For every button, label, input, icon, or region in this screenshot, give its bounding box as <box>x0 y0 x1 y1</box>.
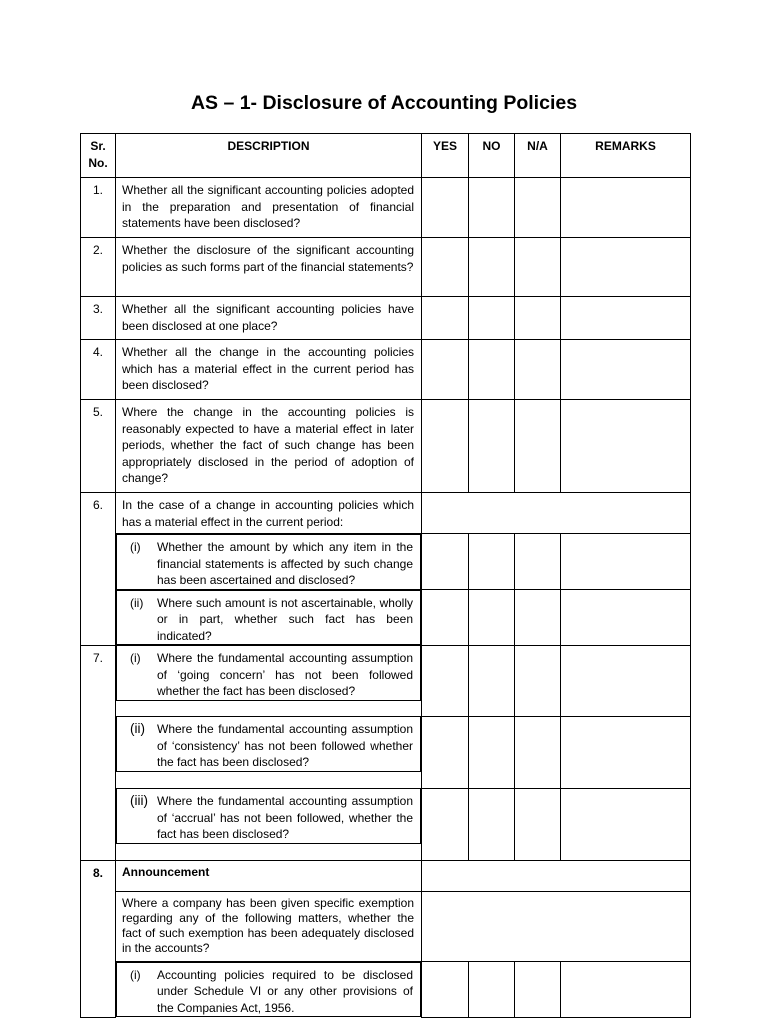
table-subrow <box>81 716 691 788</box>
subitem-text: Where the fundamental accounting assumption of ‘consistency’ has not been followed whether the fact has been disclosed? <box>157 722 413 769</box>
remarks-cell[interactable] <box>561 645 691 716</box>
row-description: Whether all the change in the accounting policies which has a material effect in the current period has been disclosed? <box>116 340 422 400</box>
section-heading: Announcement <box>116 860 422 891</box>
no-cell[interactable] <box>469 238 515 297</box>
yes-cell[interactable] <box>422 400 469 493</box>
na-cell[interactable] <box>515 788 561 860</box>
table-row <box>81 891 691 961</box>
yes-cell[interactable] <box>422 238 469 297</box>
row-description: Whether all the significant accounting policies adopted in the preparation and presentation of financial statements have been disclosed? <box>116 178 422 238</box>
no-cell[interactable] <box>469 645 515 716</box>
subitem <box>116 716 421 772</box>
remarks-cell[interactable] <box>561 340 691 400</box>
remarks-cell[interactable] <box>561 297 691 340</box>
no-cell[interactable] <box>469 178 515 238</box>
merged-blank-cell <box>422 891 691 961</box>
yes-cell[interactable] <box>422 590 469 646</box>
merged-blank-cell <box>422 860 691 891</box>
subitem-number: (i) <box>130 540 141 554</box>
na-cell[interactable] <box>515 961 561 1017</box>
subitem <box>116 788 421 844</box>
header-sr-no: Sr. No. <box>81 134 116 178</box>
yes-cell[interactable] <box>422 178 469 238</box>
remarks-cell[interactable] <box>561 788 691 860</box>
subitem-text: Where the fundamental accounting assumption of ‘going concern’ has not been followed whether the fact has been disclosed? <box>157 651 413 698</box>
merged-blank-cell <box>422 493 691 534</box>
na-cell[interactable] <box>515 645 561 716</box>
table-row <box>81 238 691 297</box>
na-cell[interactable] <box>515 178 561 238</box>
row-number: 4. <box>81 340 116 400</box>
row-description: Whether the disclosure of the significant accounting policies as such forms part of the financial statements? <box>116 238 422 297</box>
header-na: N/A <box>515 134 561 178</box>
na-cell[interactable] <box>515 590 561 646</box>
yes-cell[interactable] <box>422 716 469 788</box>
row-number: 1. <box>81 178 116 238</box>
remarks-cell[interactable] <box>561 716 691 788</box>
header-remarks: REMARKS <box>561 134 691 178</box>
yes-cell[interactable] <box>422 340 469 400</box>
subitem-number: (iii) <box>130 793 148 808</box>
no-cell[interactable] <box>469 297 515 340</box>
subitem-number: (i) <box>130 651 141 665</box>
no-cell[interactable] <box>469 400 515 493</box>
row-number: 5. <box>81 400 116 493</box>
no-cell[interactable] <box>469 961 515 1017</box>
table-subrow <box>81 534 691 590</box>
header-description: DESCRIPTION <box>116 134 422 178</box>
no-cell[interactable] <box>469 716 515 788</box>
row-number: 8. <box>81 860 116 1017</box>
table-row <box>81 860 691 891</box>
row-number: 2. <box>81 238 116 297</box>
na-cell[interactable] <box>515 716 561 788</box>
table-row <box>81 178 691 238</box>
subitem-number: (i) <box>130 967 141 982</box>
remarks-cell[interactable] <box>561 400 691 493</box>
table-subrow <box>81 590 691 646</box>
subitem-text: Where the fundamental accounting assumption of ‘accrual’ has not been followed, whether the fact has been disclosed? <box>157 794 413 841</box>
remarks-cell[interactable] <box>561 534 691 590</box>
subitem <box>116 962 421 1018</box>
remarks-cell[interactable] <box>561 590 691 646</box>
yes-cell[interactable] <box>422 297 469 340</box>
table-row <box>81 297 691 340</box>
row-number: 3. <box>81 297 116 340</box>
table-subrow <box>81 645 691 716</box>
yes-cell[interactable] <box>422 534 469 590</box>
row-description: In the case of a change in accounting policies which has a material effect in the current period: <box>116 493 422 534</box>
table-row <box>81 340 691 400</box>
na-cell[interactable] <box>515 534 561 590</box>
no-cell[interactable] <box>469 788 515 860</box>
na-cell[interactable] <box>515 297 561 340</box>
subitem <box>116 534 421 590</box>
header-row <box>81 134 691 178</box>
subitem-text: Accounting policies required to be disclosed under Schedule VI or any other provisions of the Companies Act, 1956. <box>157 967 413 1015</box>
row-description: Where the change in the accounting policies is reasonably expected to have a material effect in later periods, whether the fact of such change has been appropriately disclosed in the period of adoption of change? <box>116 400 422 493</box>
header-no: NO <box>469 134 515 178</box>
table-row <box>81 493 691 534</box>
header-yes: YES <box>422 134 469 178</box>
page-title: AS – 1- Disclosure of Accounting Policies <box>190 92 578 114</box>
na-cell[interactable] <box>515 400 561 493</box>
no-cell[interactable] <box>469 340 515 400</box>
yes-cell[interactable] <box>422 645 469 716</box>
table-subrow <box>81 961 691 1017</box>
remarks-cell[interactable] <box>561 961 691 1017</box>
row-description: Where a company has been given specific exemption regarding any of the following matters, whether the fact of such exemption has been adequately disclosed in the accounts? <box>116 891 422 961</box>
yes-cell[interactable] <box>422 961 469 1017</box>
no-cell[interactable] <box>469 534 515 590</box>
subitem-text: Where such amount is not ascertainable, wholly or in part, whether such fact has been indicated? <box>157 595 413 643</box>
table-subrow <box>81 788 691 860</box>
na-cell[interactable] <box>515 340 561 400</box>
subitem-number: (ii) <box>130 595 144 610</box>
subitem-text: Whether the amount by which any item in the financial statements is affected by such change has been ascertained and disclosed? <box>157 540 413 587</box>
remarks-cell[interactable] <box>561 178 691 238</box>
row-number: 7. <box>81 645 116 860</box>
subitem <box>116 645 421 701</box>
no-cell[interactable] <box>469 590 515 646</box>
row-description: Whether all the significant accounting policies have been disclosed at one place? <box>116 297 422 340</box>
remarks-cell[interactable] <box>561 238 691 297</box>
na-cell[interactable] <box>515 238 561 297</box>
subitem <box>116 590 421 646</box>
row-number: 6. <box>81 493 116 646</box>
yes-cell[interactable] <box>422 788 469 860</box>
subitem-number: (ii) <box>130 721 145 736</box>
checklist-table <box>80 133 691 1018</box>
table-row <box>81 400 691 493</box>
